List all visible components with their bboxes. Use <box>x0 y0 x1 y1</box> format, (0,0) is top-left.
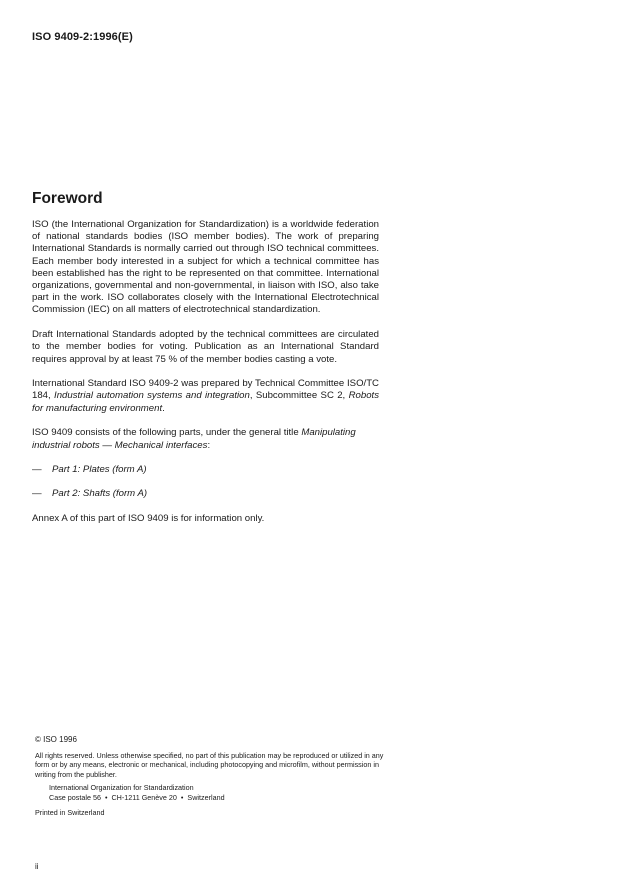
address-postbox: Case postale 56 <box>49 792 101 802</box>
paragraph-prepared-by <box>32 378 379 415</box>
prepared-by-text-sc: , Subcommittee SC 2, <box>249 390 349 402</box>
bullet-separator: • <box>180 792 184 802</box>
foreword-body <box>32 219 379 537</box>
dash-bullet: — <box>32 488 42 500</box>
parts-intro-text: ISO 9409 consists of the following parts, under the general title <box>32 427 302 439</box>
publisher-address <box>49 783 395 802</box>
paragraph-annex: Annex A of this part of ISO 9409 is for information only. <box>32 512 265 524</box>
org-name: International Organization for Standardization <box>49 783 194 793</box>
copyright-footer <box>35 735 395 817</box>
address-city: CH-1211 Genève 20 <box>111 792 177 802</box>
committee-title: Industrial automation systems and integration <box>54 390 250 402</box>
document-id-header: ISO 9409-2:1996(E) <box>32 31 133 43</box>
paragraph-parts-intro <box>32 427 379 451</box>
part-2-label: Part 2: Shafts (form A) <box>52 488 148 500</box>
address-country: Switzerland <box>187 792 225 802</box>
list-item-part-1 <box>32 464 379 476</box>
copyright-line: © ISO 1996 <box>35 735 77 744</box>
paragraph-draft-standards: Draft International Standards adopted by the technical committees are circulated to the member bodies for voting. Publication as an International Standard requires approval by at least 75 % of the member bodies casting a vote. <box>32 329 379 365</box>
printed-in: Printed in Switzerland <box>35 807 105 817</box>
rights-statement: All rights reserved. Unless otherwise specified, no part of this publication may be reproduced or utilized in any form or by any means, electronic or mechanical, including photocopying and microfilm, without permission in writing from the publisher. <box>35 750 384 779</box>
list-item-part-2 <box>32 488 379 500</box>
prepared-by-text: International Standard ISO 9409-2 was prepared by Technical Committee ISO/TC 184, <box>32 378 379 402</box>
general-title: Manipulating industrial robots — Mechanical interfaces <box>32 427 356 451</box>
paragraph-iso-intro: ISO (the International Organization for Standardization) is a worldwide federation of national standards bodies (ISO member bodies). The work of preparing International Standards is normally carried out through ISO technical committees. Each member body interested in a subject for which a technical committee has been established has the right to be represented on that committee. International organizations, governmental and non-governmental, in liaison with ISO, also take part in the work. ISO collaborates closely with the International Electrotechnical Commission (IEC) on all matters of electrotechnical standardization. <box>32 219 379 316</box>
part-1-label: Part 1: Plates (form A) <box>52 464 147 476</box>
parts-intro-colon: : <box>207 439 211 451</box>
address-line <box>49 793 395 803</box>
page-title: Foreword <box>32 190 103 207</box>
bullet-separator: • <box>104 792 108 802</box>
page-number: ii <box>35 862 39 871</box>
dash-bullet: — <box>32 464 42 476</box>
subcommittee-title: Robots for manufacturing environment <box>32 390 379 414</box>
prepared-by-end: . <box>162 402 165 414</box>
